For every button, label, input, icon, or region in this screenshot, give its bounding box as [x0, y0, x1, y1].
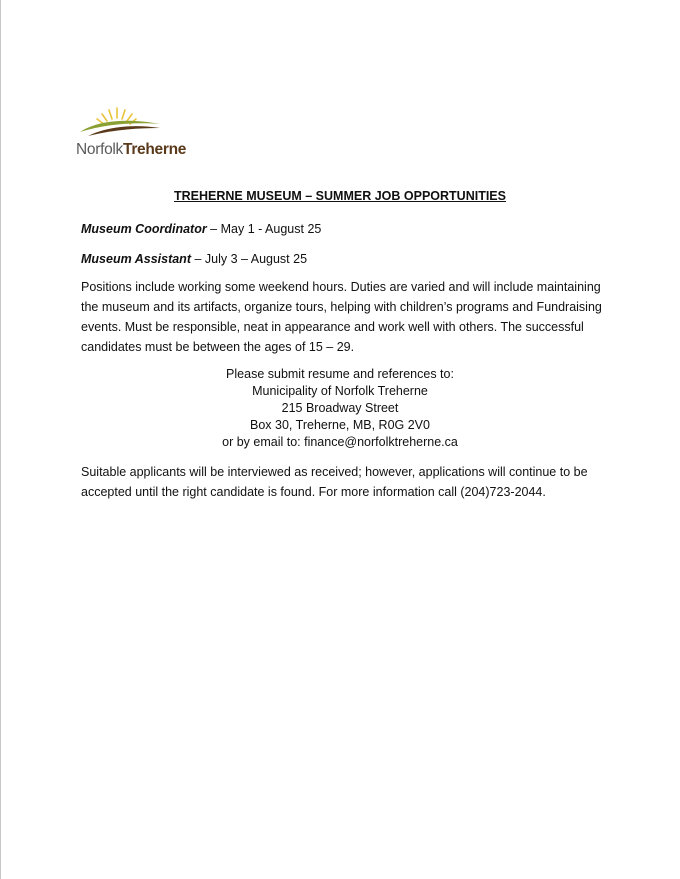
- logo-text-treherne: Treherne: [123, 141, 187, 158]
- sun-fields-icon: [76, 106, 166, 142]
- position-dates: – May 1 - August 25: [206, 222, 322, 236]
- position-coordinator: [81, 222, 321, 236]
- position-dates: – July 3 – August 25: [190, 252, 308, 266]
- position-title: Museum Coordinator: [81, 222, 207, 236]
- page-title: TREHERNE MUSEUM – SUMMER JOB OPPORTUNITIES: [174, 189, 506, 203]
- submit-line: Please submit resume and references to:: [226, 367, 454, 381]
- submit-line: Municipality of Norfolk Treherne: [252, 384, 428, 398]
- position-title: Museum Assistant: [81, 252, 191, 266]
- logo-text: [76, 141, 186, 159]
- submit-address-block: [0, 366, 680, 451]
- description-paragraph: Positions include working some weekend hours. Duties are varied and will include maintaining the museum and its artifacts, organize tours, helping with children’s programs and Fundraising events. Must be responsible, neat in appearance and work well with others. The successful candidates must be between the ages of 15 – 29.: [81, 280, 602, 354]
- closing-paragraph: Suitable applicants will be interviewed as received; however, applications will continue to be accepted until the right candidate is found. For more information call (204)723-2044.: [81, 465, 588, 499]
- norfolk-treherne-logo: [76, 106, 196, 162]
- submit-email-line: or by email to: finance@norfolktreherne.ca: [222, 435, 458, 449]
- logo-text-norfolk: Norfolk: [76, 141, 123, 158]
- submit-line: Box 30, Treherne, MB, R0G 2V0: [250, 418, 430, 432]
- position-assistant: [81, 252, 307, 266]
- submit-line: 215 Broadway Street: [281, 401, 399, 415]
